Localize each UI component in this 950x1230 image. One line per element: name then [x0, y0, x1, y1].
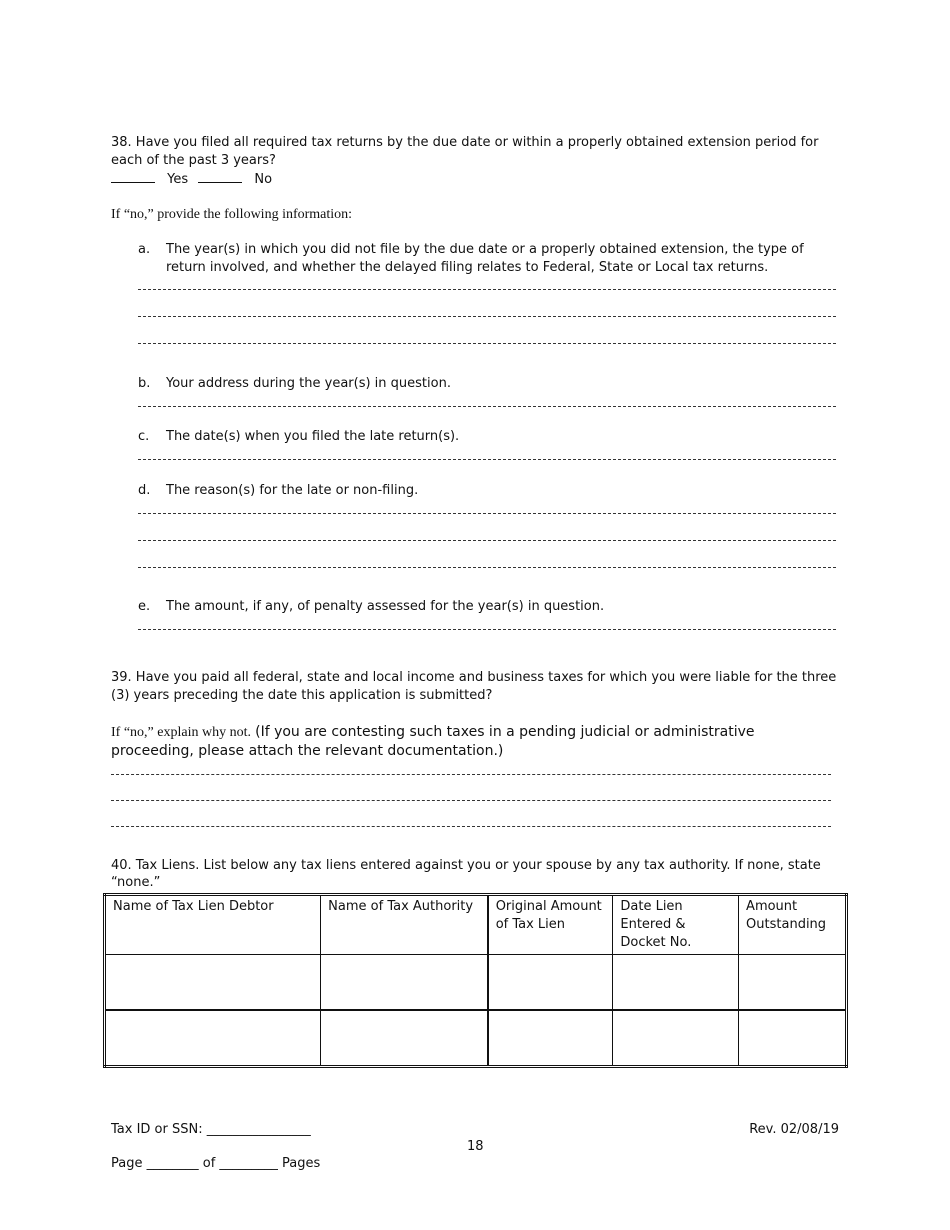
footer-tax-id[interactable]: Tax ID or SSN: ________________ — [111, 1122, 311, 1137]
item-d-letter: d. — [138, 483, 151, 498]
question-39-explain — [111, 723, 839, 761]
item-d-answer-line-2[interactable] — [138, 540, 836, 541]
item-c-answer-line[interactable] — [138, 459, 836, 460]
cell-amount-outstanding[interactable] — [739, 955, 847, 1011]
no-label: No — [254, 172, 273, 187]
item-d-answer-line-3[interactable] — [138, 567, 836, 568]
question-38-text: 38. Have you filed all required tax returns by the due date or within a properly obtained extension period for each of the past 3 years? — [111, 135, 819, 168]
column-header-debtor-name: Name of Tax Lien Debtor — [105, 895, 321, 955]
question-39-note: (If you are contesting such taxes in a pending judicial or administrative proceeding, please attach the relevant documentation.) — [111, 724, 755, 759]
column-header-date-lien: Date Lien Entered & Docket No. — [613, 895, 739, 955]
cell-tax-authority[interactable] — [321, 955, 488, 1011]
question-38-answer-line — [111, 170, 411, 189]
table-header-row — [105, 895, 847, 955]
cell-tax-authority[interactable] — [321, 1010, 488, 1067]
item-d-text: The reason(s) for the late or non-filing. — [166, 483, 419, 498]
question-39-answer-line-1[interactable] — [111, 774, 831, 775]
yes-answer-blank[interactable] — [111, 170, 155, 183]
no-answer-blank[interactable] — [198, 170, 242, 183]
table-row — [105, 955, 847, 1011]
question-39-answer-line-2[interactable] — [111, 800, 831, 801]
cell-debtor-name[interactable] — [105, 1010, 321, 1067]
item-a-answer-line-1[interactable] — [138, 289, 836, 290]
cell-original-amount[interactable] — [488, 1010, 613, 1067]
footer-page-of[interactable]: Page ________ of _________ Pages — [111, 1156, 321, 1171]
column-header-amount-outstanding: Amount Outstanding — [739, 895, 847, 955]
item-c-text: The date(s) when you filed the late return(s). — [166, 429, 460, 444]
footer-revision: Rev. 02/08/19 — [749, 1122, 839, 1137]
table-row — [105, 1010, 847, 1067]
cell-date-lien[interactable] — [613, 1010, 739, 1067]
item-e-answer-line[interactable] — [138, 629, 836, 630]
column-header-original-amount: Original Amount of Tax Lien — [488, 895, 613, 955]
cell-date-lien[interactable] — [613, 955, 739, 1011]
question-40-text: 40. Tax Liens. List below any tax liens entered against you or your spouse by any tax authority. If none, state “none.” — [111, 858, 821, 890]
item-e-text: The amount, if any, of penalty assessed for the year(s) in question. — [166, 599, 605, 614]
item-a-answer-line-3[interactable] — [138, 343, 836, 344]
question-39-answer-line-3[interactable] — [111, 826, 831, 827]
tax-liens-table — [103, 893, 848, 1068]
item-b-answer-line[interactable] — [138, 406, 836, 407]
column-header-tax-authority: Name of Tax Authority — [321, 895, 488, 955]
question-39-if-no: If “no,” explain why not. — [111, 725, 251, 740]
question-38-if-no: If “no,” provide the following information: — [111, 207, 353, 222]
item-a-letter: a. — [138, 242, 151, 257]
item-e-letter: e. — [138, 599, 151, 614]
cell-debtor-name[interactable] — [105, 955, 321, 1011]
item-a-answer-line-2[interactable] — [138, 316, 836, 317]
cell-amount-outstanding[interactable] — [739, 1010, 847, 1067]
item-b-letter: b. — [138, 376, 151, 391]
item-d-answer-line-1[interactable] — [138, 513, 836, 514]
item-c-letter: c. — [138, 429, 150, 444]
cell-original-amount[interactable] — [488, 955, 613, 1011]
item-b-text: Your address during the year(s) in question. — [166, 376, 451, 391]
question-39-text: 39. Have you paid all federal, state and local income and business taxes for which you were liable for the three (3) years preceding the date this application is submitted? — [111, 670, 837, 703]
item-a-text: The year(s) in which you did not file by the due date or a properly obtained extension, the type of return involved, and whether the delayed filing relates to Federal, State or Local tax returns. — [166, 242, 804, 275]
question-38 — [111, 134, 841, 170]
footer-page-number: 18 — [467, 1139, 484, 1154]
yes-label: Yes — [167, 172, 189, 187]
